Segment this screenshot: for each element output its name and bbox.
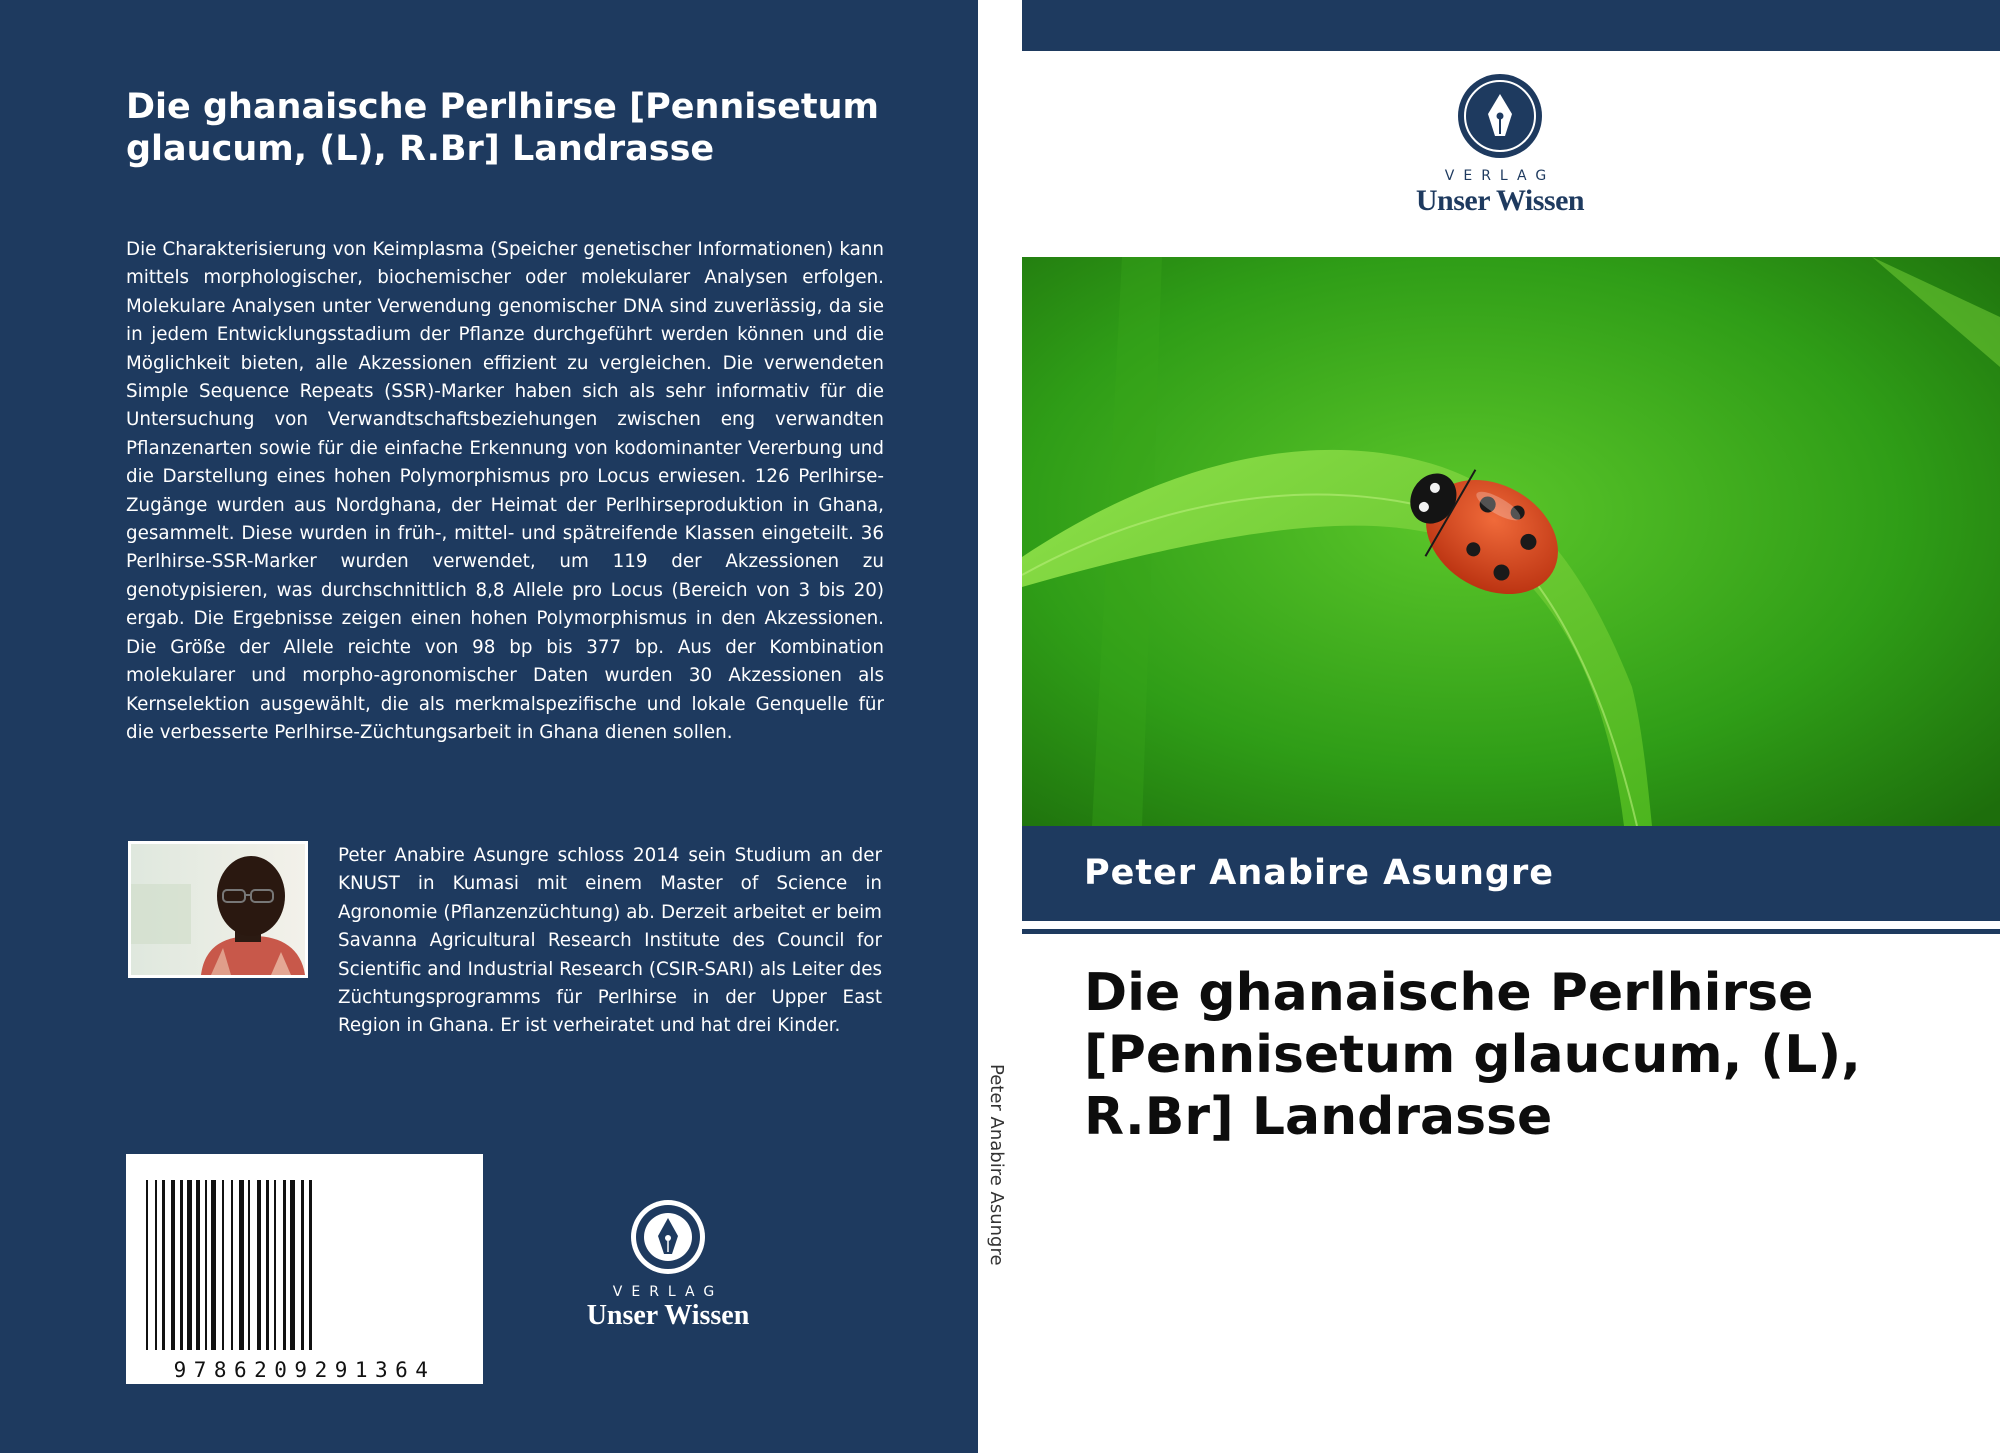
barcode-bar bbox=[231, 1180, 233, 1350]
cover-photo-ladybug bbox=[1022, 257, 2000, 826]
isbn-barcode bbox=[126, 1154, 483, 1384]
barcode-bar bbox=[205, 1180, 207, 1350]
author-photo bbox=[128, 841, 308, 978]
publisher-brand-name: Unser Wissen bbox=[586, 1300, 750, 1331]
barcode-bar bbox=[222, 1180, 224, 1350]
front-cover-title: Die ghanaische Perlhirse [Pennisetum glaucum, (L), R.Br] Landrasse bbox=[1084, 963, 1861, 1147]
barcode-bar bbox=[248, 1180, 250, 1350]
barcode-bar bbox=[274, 1180, 276, 1350]
barcode-bar bbox=[309, 1180, 312, 1350]
front-top-bar bbox=[1022, 0, 2000, 51]
publisher-logo-back bbox=[568, 1198, 768, 1332]
isbn-number: 9786209291364 bbox=[173, 1358, 436, 1382]
barcode-bar bbox=[146, 1180, 148, 1350]
barcode-bar bbox=[211, 1180, 216, 1350]
pen-nib-seal-icon bbox=[629, 1198, 707, 1276]
publisher-brand-name: Unser Wissen bbox=[1415, 184, 1585, 217]
author-portrait-image bbox=[131, 844, 305, 975]
publisher-logo-front bbox=[1400, 72, 1600, 218]
barcode-bar bbox=[266, 1180, 269, 1350]
spine-author: Peter Anabire Asungre bbox=[986, 1064, 1007, 1266]
barcode-bar bbox=[257, 1180, 261, 1350]
author-bio: Peter Anabire Asungre schloss 2014 sein Studium an der KNUST in Kumasi mit einem Master of Science in Agronomie (Pflanzenzüchtung) ab. Derzeit arbeitet er beim Savanna Agricultural Research Institute des Council for Scientific and Industrial Research (CSIR-SARI) als Leiter des Züchtungsprogramms für Perlhirse in der Upper East Region in Ghana. Er ist verheiratet und hat drei Kinder. bbox=[338, 845, 882, 1037]
back-cover-title: Die ghanaische Perlhirse [Pennisetum glaucum, (L), R.Br] Landrasse bbox=[126, 87, 879, 169]
back-cover bbox=[0, 0, 978, 1453]
barcode-bar bbox=[301, 1180, 304, 1350]
front-author-band bbox=[1022, 826, 2000, 921]
barcode-bar bbox=[187, 1180, 192, 1350]
barcode-bars bbox=[126, 1154, 483, 1354]
barcode-bar bbox=[180, 1180, 183, 1350]
front-author-name: Peter Anabire Asungre bbox=[1084, 853, 1554, 893]
barcode-bar bbox=[196, 1180, 200, 1350]
publisher-verlag-label: VERLAG bbox=[1444, 168, 1556, 184]
barcode-bar bbox=[290, 1180, 295, 1350]
pen-nib-seal-icon bbox=[1456, 72, 1544, 160]
barcode-bar bbox=[283, 1180, 286, 1350]
barcode-bar bbox=[155, 1180, 157, 1350]
barcode-bar bbox=[239, 1180, 244, 1350]
ladybug-on-leaf-image bbox=[1022, 257, 2000, 826]
barcode-bar bbox=[171, 1180, 175, 1350]
barcode-bar bbox=[162, 1180, 165, 1350]
back-cover-blurb: Die Charakterisierung von Keimplasma (Speicher genetischer Informationen) kann mittels morphologischer, biochemischer oder molekularer Analysen erfolgen. Molekulare Analysen unter Verwendung genomischer DNA sind zuverlässig, da sie in jedem Entwicklungsstadium der Pflanze durchgeführt werden können und die Möglichkeit bieten, alle Akzessionen effizient zu vergleichen. Die verwendeten Simple Sequence Repeats (SSR)-Marker haben sich als sehr informativ für die Untersuchung von Verwandtschaftsbeziehungen zwischen eng verwandten Pflanzenarten sowie für die einfache Erkennung von kodominanter Vererbung und die Darstellung eines hohen Polymorphismus pro Locus erwiesen. 126 Perlhirse-Zugänge wurden aus Nordghana, der Heimat der Perlhirseproduktion in Ghana, gesammelt. Diese wurden in früh-, mittel- und spätreifende Klassen eingeteilt. 36 Perlhirse-SSR-Marker wurden verwendet, um 119 der Akzessionen zu genotypisieren, was durchschnittlich 8,8 Allele pro Locus (Bereich von 3 bis 20) ergab. Die Ergebnisse zeigen einen hohen Polymorphismus in den Akzessionen. Die Größe der Allele reichte von 98 bp bis 377 bp. Aus der Kombination molekularer und morpho-agronomischer Daten wurden 30 Akzessionen als Kernselektion ausgewählt, die als merkmalspezifische und lokale Genquelle für die verbesserte Perlhirse-Züchtungsarbeit in Ghana dienen sollen. bbox=[126, 239, 884, 743]
front-divider bbox=[1022, 929, 2000, 934]
publisher-verlag-label: VERLAG bbox=[612, 1284, 724, 1300]
